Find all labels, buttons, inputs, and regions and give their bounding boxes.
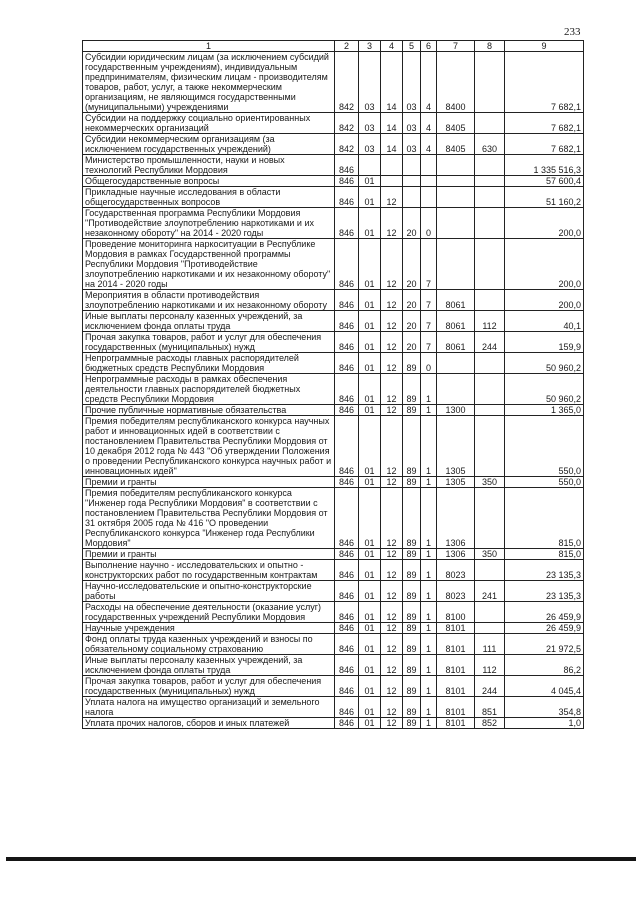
- row-name: Субсидии некоммерческим организациям (за исключением государственных учреждений): [83, 134, 335, 155]
- cell-expense-type: [475, 52, 505, 113]
- row-name: Общегосударственные вопросы: [83, 176, 335, 187]
- table-row: [83, 718, 584, 729]
- cell-subsection: 12: [381, 655, 403, 676]
- row-name: Проведение мониторинга наркоситуации в Республике Мордовия в рамках Государственной программы Республики Мордовия "Противодействие злоупотреблению наркотиками и их незаконному обороту" на 2014 - 2020 годы: [83, 239, 335, 290]
- cell-ministry: 846: [335, 634, 359, 655]
- cell-expense-type: [475, 488, 505, 549]
- table-row: [83, 549, 584, 560]
- row-name: Прочая закупка товаров, работ и услуг для обеспечения государственных (муниципальных) нужд: [83, 676, 335, 697]
- cell-subsection: [381, 155, 403, 176]
- cell-target-item: 8101: [437, 676, 475, 697]
- table-row: [83, 477, 584, 488]
- cell-section: 01: [359, 416, 381, 477]
- cell-subprogram: 1: [421, 655, 437, 676]
- cell-section: 01: [359, 676, 381, 697]
- cell-section: 01: [359, 290, 381, 311]
- row-name: Министерство промышленности, науки и новых технологий Республики Мордовия: [83, 155, 335, 176]
- row-name: Прикладные научные исследования в области общегосударственных вопросов: [83, 187, 335, 208]
- cell-subprogram: 1: [421, 405, 437, 416]
- cell-amount: 1 365,0: [505, 405, 584, 416]
- table-row: [83, 697, 584, 718]
- cell-expense-type: [475, 176, 505, 187]
- cell-program: 89: [403, 549, 421, 560]
- cell-target-item: 8405: [437, 134, 475, 155]
- cell-program: 20: [403, 332, 421, 353]
- cell-subprogram: 1: [421, 477, 437, 488]
- table-row: [83, 155, 584, 176]
- cell-ministry: 846: [335, 290, 359, 311]
- cell-target-item: [437, 374, 475, 405]
- row-name: Иные выплаты персоналу казенных учреждений, за исключением фонда оплаты труда: [83, 655, 335, 676]
- cell-program: 89: [403, 560, 421, 581]
- cell-target-item: 1306: [437, 549, 475, 560]
- table-row: [83, 655, 584, 676]
- cell-target-item: 8101: [437, 697, 475, 718]
- cell-ministry: 846: [335, 560, 359, 581]
- cell-subprogram: 1: [421, 676, 437, 697]
- cell-subprogram: 7: [421, 332, 437, 353]
- cell-program: 03: [403, 134, 421, 155]
- cell-target-item: [437, 239, 475, 290]
- cell-ministry: 842: [335, 134, 359, 155]
- cell-program: 89: [403, 697, 421, 718]
- cell-target-item: 8101: [437, 634, 475, 655]
- cell-section: 03: [359, 113, 381, 134]
- budget-table: [82, 40, 584, 729]
- cell-program: 20: [403, 311, 421, 332]
- table-row: [83, 634, 584, 655]
- cell-amount: 50 960,2: [505, 353, 584, 374]
- cell-ministry: 846: [335, 374, 359, 405]
- cell-subprogram: 1: [421, 416, 437, 477]
- cell-target-item: 8023: [437, 581, 475, 602]
- row-name: Субсидии юридическим лицам (за исключением субсидий государственным учреждениям), индивидуальным предпринимателям, физическим лицам - производителям товаров, работ, услуг, а также некоммерческим организациям, не являющимся государственными (муниципальными) учреждениями: [83, 52, 335, 113]
- row-name: Премия победителям республиканского конкурса научных работ и инновационных идей в соответствии с постановлением Правительства Республики Мордовия от 10 декабря 2012 года № 443 "Об утверждении Положения о проведении Республиканского конкурса научных работ и инновационных идей": [83, 416, 335, 477]
- cell-subprogram: 7: [421, 239, 437, 290]
- cell-target-item: [437, 187, 475, 208]
- cell-section: 01: [359, 634, 381, 655]
- cell-section: 01: [359, 655, 381, 676]
- table-row: [83, 187, 584, 208]
- cell-program: 89: [403, 581, 421, 602]
- cell-amount: 40,1: [505, 311, 584, 332]
- column-header: 8: [475, 41, 505, 52]
- cell-target-item: 8101: [437, 655, 475, 676]
- cell-section: 01: [359, 187, 381, 208]
- cell-expense-type: [475, 187, 505, 208]
- cell-ministry: 846: [335, 623, 359, 634]
- cell-expense-type: 112: [475, 655, 505, 676]
- cell-ministry: 846: [335, 676, 359, 697]
- cell-subprogram: 7: [421, 290, 437, 311]
- row-name: Субсидии на поддержку социально ориентированных некоммерческих организаций: [83, 113, 335, 134]
- row-name: Премия победителям республиканского конкурса "Инженер года Республики Мордовия" в соответствии с постановлением Правительства Республики Мордовия от 31 октября 2005 года № 416 "О проведении Республиканского конкурса "Инженер года Республики Мордовия": [83, 488, 335, 549]
- cell-subprogram: 1: [421, 602, 437, 623]
- cell-program: [403, 187, 421, 208]
- table-row: [83, 332, 584, 353]
- row-name: Государственная программа Республики Мордовия "Противодействие злоупотреблению наркотиками и их незаконному обороту" на 2014 - 2020 годы: [83, 208, 335, 239]
- cell-subprogram: [421, 155, 437, 176]
- cell-ministry: 846: [335, 187, 359, 208]
- cell-amount: 815,0: [505, 488, 584, 549]
- row-name: Иные выплаты персоналу казенных учреждений, за исключением фонда оплаты труда: [83, 311, 335, 332]
- cell-target-item: 1305: [437, 416, 475, 477]
- cell-subsection: 12: [381, 311, 403, 332]
- cell-expense-type: [475, 602, 505, 623]
- cell-section: 01: [359, 488, 381, 549]
- cell-ministry: 846: [335, 155, 359, 176]
- cell-target-item: 8100: [437, 602, 475, 623]
- table-row: [83, 676, 584, 697]
- cell-program: 89: [403, 676, 421, 697]
- cell-amount: 50 960,2: [505, 374, 584, 405]
- cell-section: 01: [359, 623, 381, 634]
- cell-section: 01: [359, 405, 381, 416]
- cell-subsection: 12: [381, 290, 403, 311]
- row-name: Прочая закупка товаров, работ и услуг для обеспечения государственных (муниципальных) нужд: [83, 332, 335, 353]
- cell-expense-type: 630: [475, 134, 505, 155]
- cell-target-item: 1300: [437, 405, 475, 416]
- cell-program: 89: [403, 718, 421, 729]
- column-header: 6: [421, 41, 437, 52]
- table-row: [83, 560, 584, 581]
- cell-expense-type: 241: [475, 581, 505, 602]
- row-name: Расходы на обеспечение деятельности (оказание услуг) государственных учреждений Республики Мордовия: [83, 602, 335, 623]
- cell-program: 89: [403, 602, 421, 623]
- cell-program: 89: [403, 655, 421, 676]
- cell-ministry: 846: [335, 718, 359, 729]
- cell-ministry: 846: [335, 477, 359, 488]
- cell-target-item: 8405: [437, 113, 475, 134]
- row-name: Выполнение научно - исследовательских и опытно - конструкторских работ по государственным контрактам: [83, 560, 335, 581]
- cell-amount: 86,2: [505, 655, 584, 676]
- row-name: Непрограммные расходы главных распорядителей бюджетных средств Республики Мордовия: [83, 353, 335, 374]
- table-row: [83, 134, 584, 155]
- cell-ministry: 846: [335, 602, 359, 623]
- cell-amount: 815,0: [505, 549, 584, 560]
- cell-amount: 51 160,2: [505, 187, 584, 208]
- cell-program: [403, 155, 421, 176]
- cell-section: 01: [359, 332, 381, 353]
- cell-amount: 26 459,9: [505, 602, 584, 623]
- cell-amount: 354,8: [505, 697, 584, 718]
- cell-section: 01: [359, 477, 381, 488]
- cell-program: 89: [403, 477, 421, 488]
- cell-subsection: 12: [381, 549, 403, 560]
- row-name: Непрограммные расходы в рамках обеспечения деятельности главных распорядителей бюджетных средств Республики Мордовия: [83, 374, 335, 405]
- cell-subprogram: 1: [421, 488, 437, 549]
- cell-subsection: 12: [381, 416, 403, 477]
- table-row: [83, 290, 584, 311]
- cell-section: 01: [359, 176, 381, 187]
- cell-ministry: 842: [335, 113, 359, 134]
- cell-ministry: 846: [335, 208, 359, 239]
- cell-ministry: 842: [335, 52, 359, 113]
- cell-target-item: [437, 155, 475, 176]
- cell-subprogram: 0: [421, 208, 437, 239]
- table-row: [83, 623, 584, 634]
- cell-section: 03: [359, 52, 381, 113]
- cell-subsection: 12: [381, 634, 403, 655]
- cell-target-item: 8023: [437, 560, 475, 581]
- cell-target-item: 1305: [437, 477, 475, 488]
- cell-expense-type: [475, 290, 505, 311]
- cell-section: 01: [359, 353, 381, 374]
- table-row: [83, 208, 584, 239]
- cell-expense-type: [475, 623, 505, 634]
- cell-expense-type: [475, 374, 505, 405]
- cell-expense-type: 350: [475, 477, 505, 488]
- cell-section: 01: [359, 560, 381, 581]
- row-name: Мероприятия в области противодействия злоупотреблению наркотиками и их незаконному обороту: [83, 290, 335, 311]
- cell-expense-type: [475, 560, 505, 581]
- cell-subsection: 14: [381, 134, 403, 155]
- cell-subsection: 12: [381, 676, 403, 697]
- row-name: Научно-исследовательские и опытно-конструкторские работы: [83, 581, 335, 602]
- cell-amount: 7 682,1: [505, 52, 584, 113]
- cell-subprogram: 4: [421, 134, 437, 155]
- cell-expense-type: [475, 405, 505, 416]
- cell-subprogram: 1: [421, 623, 437, 634]
- cell-subsection: 12: [381, 581, 403, 602]
- cell-subprogram: [421, 187, 437, 208]
- column-header: 5: [403, 41, 421, 52]
- table-row: [83, 176, 584, 187]
- cell-ministry: 846: [335, 353, 359, 374]
- row-name: Премии и гранты: [83, 477, 335, 488]
- cell-program: 20: [403, 239, 421, 290]
- cell-section: 01: [359, 718, 381, 729]
- cell-subsection: 12: [381, 602, 403, 623]
- row-name: Научные учреждения: [83, 623, 335, 634]
- cell-section: 01: [359, 239, 381, 290]
- cell-subprogram: [421, 176, 437, 187]
- cell-program: 89: [403, 634, 421, 655]
- cell-section: 01: [359, 374, 381, 405]
- row-name: Прочие публичные нормативные обязательства: [83, 405, 335, 416]
- cell-subprogram: 1: [421, 374, 437, 405]
- cell-amount: 26 459,9: [505, 623, 584, 634]
- cell-subsection: 12: [381, 239, 403, 290]
- cell-amount: 21 972,5: [505, 634, 584, 655]
- cell-section: 01: [359, 208, 381, 239]
- table-row: [83, 311, 584, 332]
- cell-subsection: 12: [381, 187, 403, 208]
- cell-expense-type: [475, 416, 505, 477]
- column-header: 1: [83, 41, 335, 52]
- cell-ministry: 846: [335, 332, 359, 353]
- cell-ministry: 846: [335, 416, 359, 477]
- cell-program: 03: [403, 52, 421, 113]
- table-body: [83, 52, 584, 729]
- cell-program: 20: [403, 290, 421, 311]
- cell-section: 01: [359, 697, 381, 718]
- bottom-rule: [6, 857, 636, 861]
- row-name: Фонд оплаты труда казенных учреждений и взносы по обязательному социальному страхованию: [83, 634, 335, 655]
- cell-program: 89: [403, 416, 421, 477]
- cell-subprogram: 0: [421, 353, 437, 374]
- cell-subsection: 12: [381, 718, 403, 729]
- cell-subsection: [381, 176, 403, 187]
- header-row: [83, 41, 584, 52]
- table-row: [83, 113, 584, 134]
- cell-subsection: 12: [381, 623, 403, 634]
- cell-amount: 200,0: [505, 239, 584, 290]
- cell-expense-type: 112: [475, 311, 505, 332]
- table-row: [83, 239, 584, 290]
- cell-subsection: 14: [381, 52, 403, 113]
- cell-program: [403, 176, 421, 187]
- cell-program: 20: [403, 208, 421, 239]
- table-row: [83, 374, 584, 405]
- cell-expense-type: 244: [475, 676, 505, 697]
- cell-section: 01: [359, 602, 381, 623]
- cell-subsection: 12: [381, 332, 403, 353]
- cell-subprogram: 4: [421, 52, 437, 113]
- table-row: [83, 602, 584, 623]
- cell-target-item: 1306: [437, 488, 475, 549]
- cell-subsection: 12: [381, 560, 403, 581]
- cell-expense-type: [475, 155, 505, 176]
- cell-amount: 550,0: [505, 477, 584, 488]
- cell-expense-type: [475, 239, 505, 290]
- cell-amount: 550,0: [505, 416, 584, 477]
- cell-subsection: 14: [381, 113, 403, 134]
- column-header: 7: [437, 41, 475, 52]
- cell-amount: 1,0: [505, 718, 584, 729]
- cell-program: 89: [403, 623, 421, 634]
- cell-target-item: [437, 176, 475, 187]
- cell-ministry: 846: [335, 239, 359, 290]
- cell-subprogram: 1: [421, 697, 437, 718]
- cell-amount: 4 045,4: [505, 676, 584, 697]
- table-row: [83, 405, 584, 416]
- cell-subprogram: 7: [421, 311, 437, 332]
- cell-amount: 23 135,3: [505, 560, 584, 581]
- cell-expense-type: 111: [475, 634, 505, 655]
- table-row: [83, 416, 584, 477]
- cell-section: 01: [359, 311, 381, 332]
- column-header: 3: [359, 41, 381, 52]
- cell-amount: 159,9: [505, 332, 584, 353]
- cell-amount: 7 682,1: [505, 113, 584, 134]
- column-header: 2: [335, 41, 359, 52]
- cell-amount: 57 600,4: [505, 176, 584, 187]
- cell-section: 01: [359, 549, 381, 560]
- cell-expense-type: 851: [475, 697, 505, 718]
- cell-section: [359, 155, 381, 176]
- cell-target-item: 8400: [437, 52, 475, 113]
- cell-subsection: 12: [381, 488, 403, 549]
- cell-program: 03: [403, 113, 421, 134]
- cell-subsection: 12: [381, 353, 403, 374]
- cell-target-item: 8061: [437, 290, 475, 311]
- page-number: 233: [564, 26, 581, 38]
- table-row: [83, 488, 584, 549]
- cell-subprogram: 1: [421, 549, 437, 560]
- row-name: Премии и гранты: [83, 549, 335, 560]
- cell-subsection: 12: [381, 208, 403, 239]
- cell-target-item: 8101: [437, 718, 475, 729]
- cell-subprogram: 1: [421, 581, 437, 602]
- cell-subprogram: 1: [421, 718, 437, 729]
- cell-amount: 23 135,3: [505, 581, 584, 602]
- row-name: Уплата налога на имущество организаций и земельного налога: [83, 697, 335, 718]
- column-header: 4: [381, 41, 403, 52]
- cell-subsection: 12: [381, 374, 403, 405]
- cell-target-item: 8061: [437, 332, 475, 353]
- cell-ministry: 846: [335, 549, 359, 560]
- cell-subprogram: 4: [421, 113, 437, 134]
- cell-ministry: 846: [335, 488, 359, 549]
- cell-program: 89: [403, 405, 421, 416]
- cell-target-item: 8061: [437, 311, 475, 332]
- cell-ministry: 846: [335, 405, 359, 416]
- cell-ministry: 846: [335, 655, 359, 676]
- cell-amount: 7 682,1: [505, 134, 584, 155]
- cell-expense-type: [475, 208, 505, 239]
- cell-ministry: 846: [335, 176, 359, 187]
- cell-amount: 200,0: [505, 208, 584, 239]
- cell-target-item: 8101: [437, 623, 475, 634]
- cell-expense-type: 852: [475, 718, 505, 729]
- cell-section: 01: [359, 581, 381, 602]
- cell-expense-type: [475, 113, 505, 134]
- column-header: 9: [505, 41, 584, 52]
- cell-subsection: 12: [381, 405, 403, 416]
- cell-target-item: [437, 353, 475, 374]
- cell-program: 89: [403, 353, 421, 374]
- cell-section: 03: [359, 134, 381, 155]
- cell-expense-type: [475, 353, 505, 374]
- cell-subprogram: 1: [421, 560, 437, 581]
- cell-amount: 200,0: [505, 290, 584, 311]
- cell-ministry: 846: [335, 581, 359, 602]
- cell-subsection: 12: [381, 697, 403, 718]
- cell-ministry: 846: [335, 697, 359, 718]
- table-row: [83, 581, 584, 602]
- table-row: [83, 353, 584, 374]
- row-name: Уплата прочих налогов, сборов и иных платежей: [83, 718, 335, 729]
- cell-ministry: 846: [335, 311, 359, 332]
- cell-expense-type: 244: [475, 332, 505, 353]
- table-row: [83, 52, 584, 113]
- cell-program: 89: [403, 374, 421, 405]
- cell-subsection: 12: [381, 477, 403, 488]
- cell-subprogram: 1: [421, 634, 437, 655]
- cell-target-item: [437, 208, 475, 239]
- cell-amount: 1 335 516,3: [505, 155, 584, 176]
- cell-program: 89: [403, 488, 421, 549]
- cell-expense-type: 350: [475, 549, 505, 560]
